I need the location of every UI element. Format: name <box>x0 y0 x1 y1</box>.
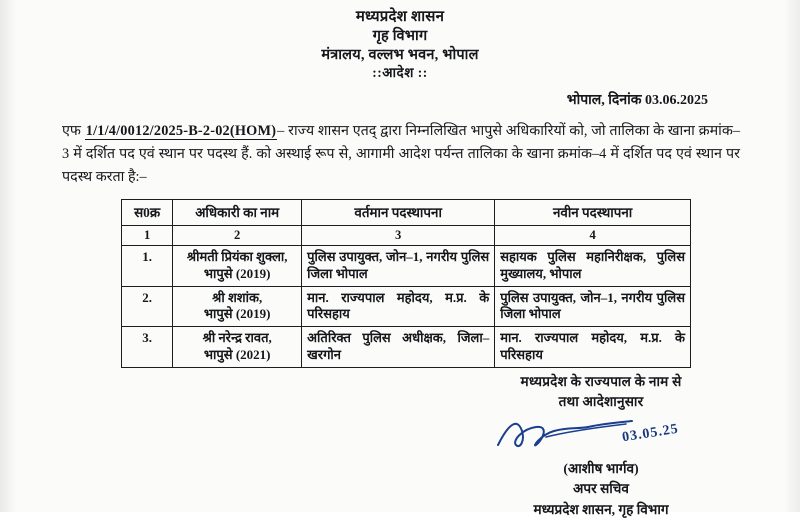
row-officer <box>173 245 302 286</box>
row-current-posting: मान. राज्यपाल महोदय, म.प्र. के परिसहाय <box>302 286 495 327</box>
officer-service: भापुसे (2019) <box>203 306 271 322</box>
signature-icon <box>492 415 642 455</box>
signatory-name: (आशीष भार्गव) <box>563 460 639 476</box>
posting-table-wrapper <box>121 199 691 368</box>
officer-service: भापुसे (2021) <box>203 347 271 363</box>
row-officer <box>173 286 302 327</box>
header-new-posting: नवीन पदस्थापना <box>495 200 691 226</box>
officer-name: श्रीमती प्रियंका शुक्ला, <box>186 248 288 264</box>
officer-name: श्री शशांक, <box>212 289 263 305</box>
row-new-posting: पुलिस उपायुक्त, जोन–1, नगरीय पुलिस जिला भोपाल <box>495 286 691 327</box>
order-text: – राज्य शासन एतद् द्वारा निम्नलिखित भापुसे अधिकारियों को, जो तालिका के खाना क्रमांक–3 में दर्शित पद एवं स्थान पर पदस्थ हैं. को अस्थाई रूप से, आगामी आदेश पर्यन्त तालिका के खाना क्रमांक–4 में दर्शित पद एवं स्थान पर पदस्थ करता है:– <box>62 122 740 185</box>
office-address: मंत्रालय, वल्लभ भवन, भोपाल <box>321 46 479 63</box>
row-serial: 1. <box>122 245 173 286</box>
posting-table <box>121 199 691 368</box>
signatory-designation: अपर सचिव <box>573 481 629 497</box>
place-and-date: भोपाल, दिनांक 03.06.2025 <box>566 92 708 108</box>
colnum-2: 2 <box>173 226 302 245</box>
table-row <box>122 286 691 327</box>
colnum-4: 4 <box>495 226 691 245</box>
header-officer-name: अधिकारी का नाम <box>173 200 302 226</box>
row-current-posting: पुलिस उपायुक्त, जोन–1, नगरीय पुलिस जिला भोपाल <box>302 245 495 286</box>
table-row <box>122 327 691 368</box>
row-current-posting: अतिरिक्त पुलिस अधीक्षक, जिला–खरगोन <box>302 327 495 368</box>
handwritten-date: 03.05.25 <box>621 421 680 446</box>
table-header-row <box>122 200 691 226</box>
header-serial: स0क्र <box>122 200 173 226</box>
order-body-paragraph <box>26 120 774 189</box>
page-left-shadow <box>0 0 16 512</box>
colnum-3: 3 <box>302 226 495 245</box>
table-column-number-row <box>122 226 691 245</box>
row-serial: 3. <box>122 327 173 368</box>
table-row <box>122 245 691 286</box>
row-officer <box>173 327 302 368</box>
page-right-shadow <box>784 0 800 512</box>
by-order-line-2: तथा आदेशानुसार <box>558 394 644 410</box>
colnum-1: 1 <box>122 226 173 245</box>
by-order-line-1: मध्यप्रदेश के राज्यपाल के नाम से <box>520 374 682 389</box>
govt-name: मध्यप्रदेश शासन <box>355 9 445 25</box>
row-new-posting: मान. राज्यपाल महोदय, म.प्र. के परिसहाय <box>495 327 691 368</box>
reference-number: 1/1/4/0012/2025-B-2-02(HOM) <box>85 122 277 139</box>
row-serial: 2. <box>122 286 173 327</box>
department-name: गृह विभाग <box>372 28 428 45</box>
officer-name: श्री नरेन्द्र रावत, <box>202 330 272 346</box>
signature-block <box>436 372 766 520</box>
header-current-posting: वर्तमान पदस्थापना <box>302 200 495 226</box>
order-heading: ::आदेश :: <box>372 65 428 81</box>
officer-service: भापुसे (2019) <box>203 265 271 281</box>
ref-prefix: एफ <box>62 122 85 139</box>
handwritten-signature-area <box>436 413 766 459</box>
row-new-posting: सहायक पुलिस महानिरीक्षक, पुलिस मुख्यालय, भोपाल <box>495 245 691 286</box>
signatory-department: मध्यप्रदेश शासन, गृह विभाग <box>533 501 669 517</box>
document-header <box>26 8 774 82</box>
